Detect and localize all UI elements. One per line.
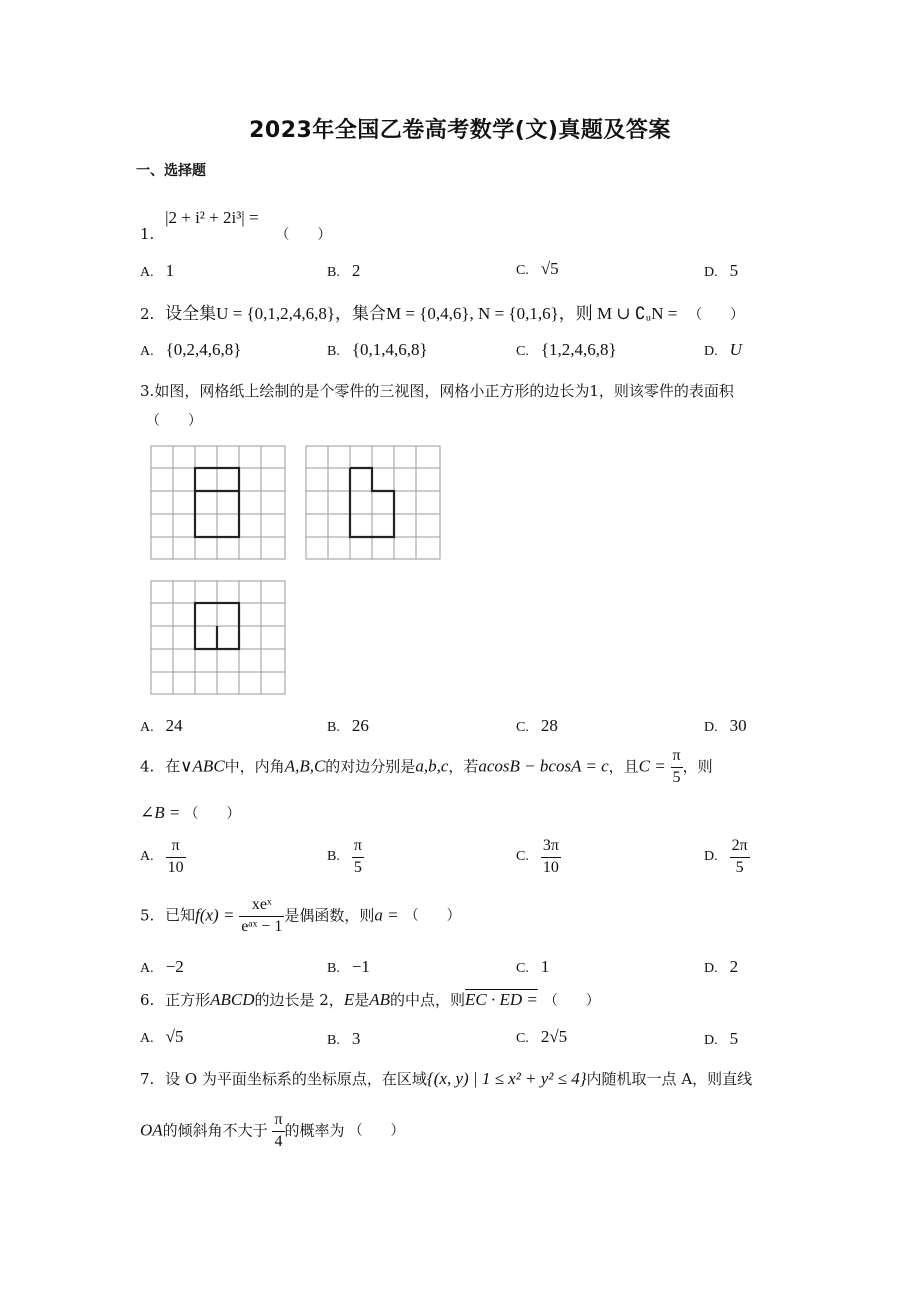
option: A. 24 <box>140 716 183 735</box>
q3-stem: 如图，网格纸上绘制的是个零件的三视图，网格小正方形的边长为1，则该零件的表面积 <box>154 382 734 400</box>
question-number: 1. <box>140 225 155 243</box>
question-7-line2: OA的倾斜角不大于 $\frac{\pi}{4}$ 的概率为 （ ） <box>140 1111 405 1150</box>
option: B. −1 <box>327 957 370 976</box>
option: A. $\frac{\pi}{10}$ <box>140 837 184 876</box>
option: A. √5 <box>140 1027 184 1046</box>
question-2: 2. 设全集U = {0,1,2,4,6,8}，集合M = {0,4,6}, N = {0,1,6}，则 M ∪ ∁ᵤN = （ ） <box>140 304 745 323</box>
side-view-grid <box>305 445 441 561</box>
question-6: 6. 正方形ABCD的边长是 2，E是AB的中点，则EC · ED = （ ） <box>140 990 600 1009</box>
option: D. $\frac{2\pi}{5}$ <box>704 837 748 876</box>
q2-stem: 设全集U = {0,1,2,4,6,8}，集合M = {0,4,6}, N = {0,1,6}，则 M ∪ ∁ᵤN = <box>165 304 678 323</box>
option: D. 2 <box>704 957 739 976</box>
option: B. 2 <box>327 261 361 280</box>
option: C. 2√5 <box>516 1027 568 1046</box>
option: D. U <box>704 340 742 359</box>
question-4-line2: ∠B = （ ） <box>140 803 241 822</box>
option: C. {1,2,4,6,8} <box>516 340 617 359</box>
option: B. $\frac{\pi}{5}$ <box>327 837 362 876</box>
section-heading: 一、选择题 <box>136 163 206 179</box>
fraction: $\frac{\pi}{4}$ <box>274 1111 283 1150</box>
option: A. −2 <box>140 957 184 976</box>
question-7: 7. 设 O 为平面坐标系的坐标原点，在区域{(x, y) | 1 ≤ x² + y² ≤ 4}内随机取一点 A，则直线 <box>140 1069 753 1088</box>
question-3: 3.如图，网格纸上绘制的是个零件的三视图，网格小正方形的边长为1，则该零件的表面积 <box>140 382 734 400</box>
page-title: 2023年全国乙卷高考数学(文)真题及答案 <box>249 118 671 143</box>
top-view-grid <box>150 580 286 696</box>
question-1 <box>140 208 332 243</box>
answer-blank: （ ） <box>275 227 332 243</box>
option: A. {0,2,4,6,8} <box>140 340 242 359</box>
q1-expression: |2 + i² + 2i³| = <box>165 208 259 227</box>
fraction: $\frac{\pi}{5}$ <box>672 747 681 786</box>
option: B. 26 <box>327 716 369 735</box>
option: C. 28 <box>516 716 558 735</box>
option: D. 30 <box>704 716 747 735</box>
fraction: $\frac{\text{xeˣ}}{\text{eᵃˣ − 1}}$ <box>241 896 283 935</box>
question-5: 5. 已知f(x) = $\frac{\text{xeˣ}}{\text{eᵃˣ − 1}}$ 是偶函数，则a = （ ） <box>140 896 461 935</box>
option: B. {0,1,4,6,8} <box>327 340 428 359</box>
front-view-grid <box>150 445 286 561</box>
option: A. 1 <box>140 261 175 280</box>
option: C. √5 <box>516 259 559 278</box>
option: D. 5 <box>704 261 739 280</box>
answer-blank: （ ） <box>688 307 745 323</box>
question-4: 4. 在∨ABC中，内角A,B,C的对边分别是a,b,c，若acosB − bcosA = c，且C = $\frac{\pi}{5}$ ，则 <box>140 747 713 786</box>
option: C. 1 <box>516 957 550 976</box>
option: B. 3 <box>327 1029 361 1048</box>
option: D. 5 <box>704 1029 739 1048</box>
answer-blank: （ ） <box>146 413 202 429</box>
option: C. $\frac{3\pi}{10}$ <box>516 837 559 876</box>
